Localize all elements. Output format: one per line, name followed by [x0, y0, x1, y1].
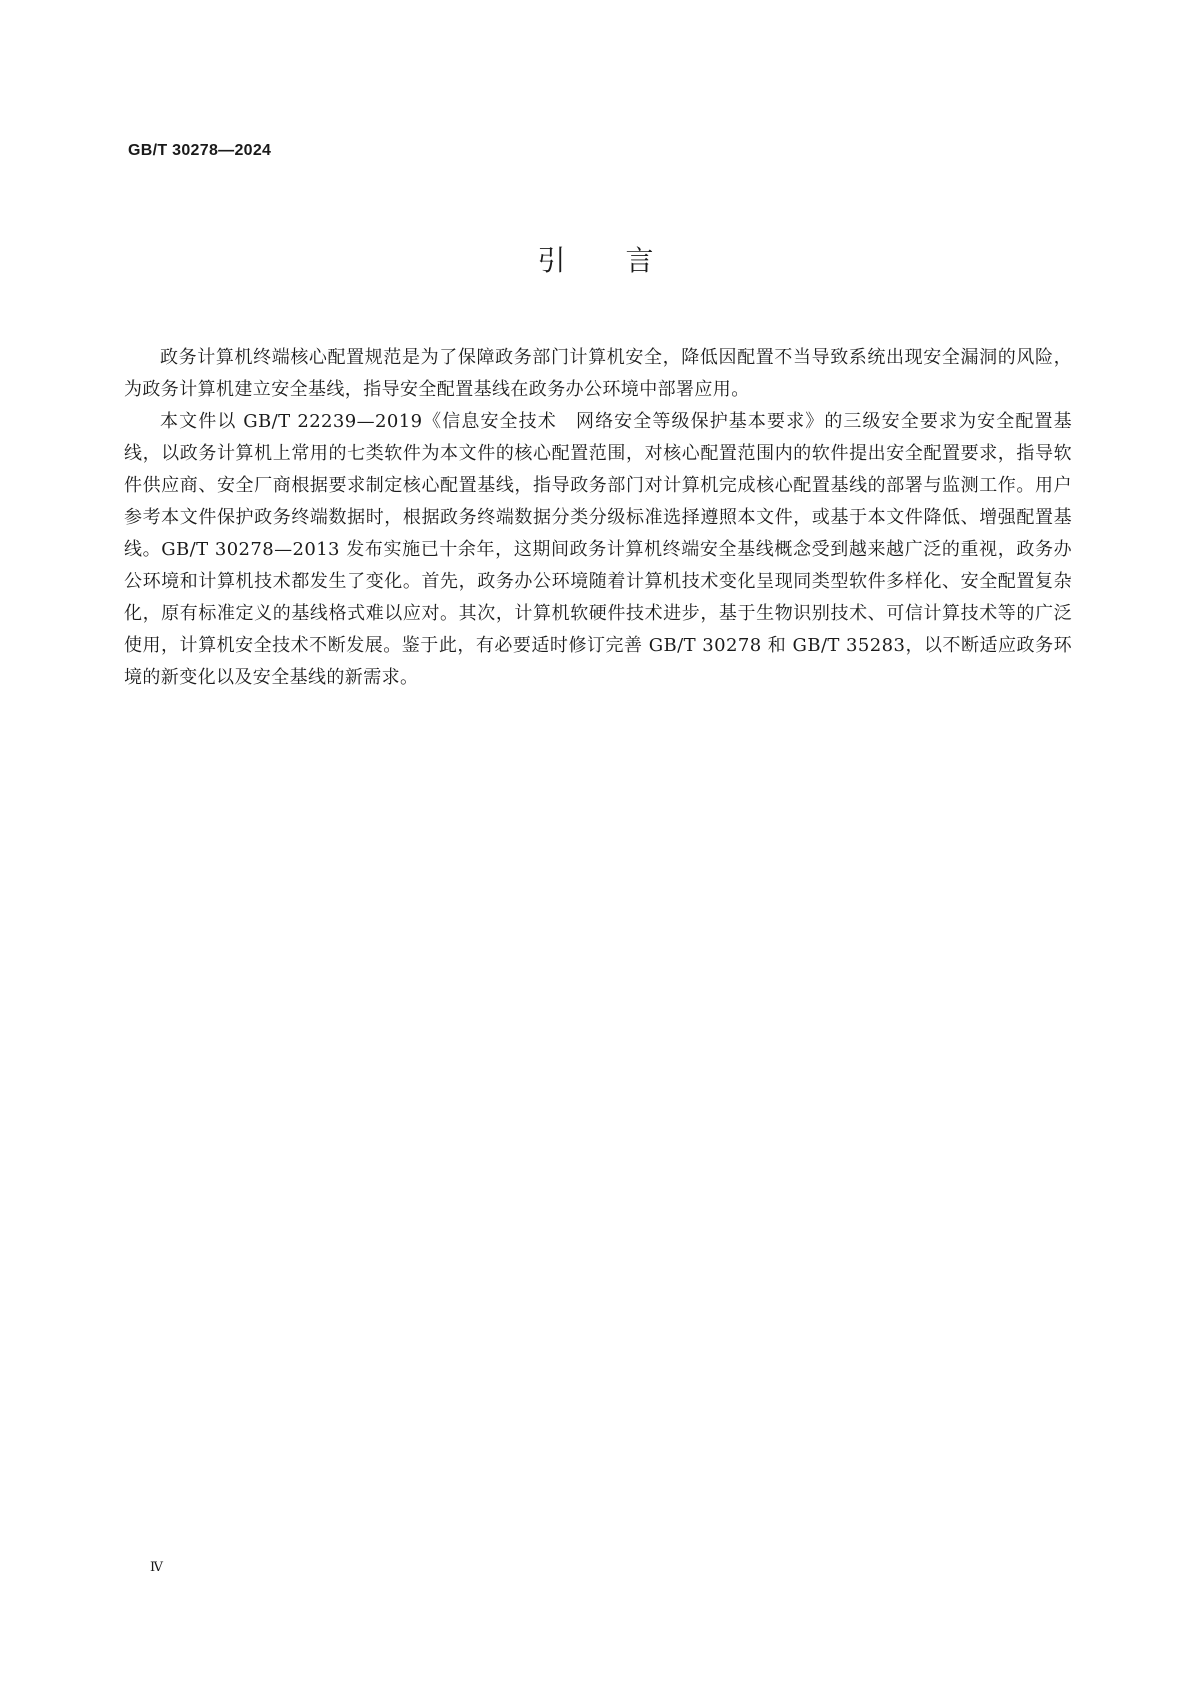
paragraph: 本文件以 GB/T 22239—2019《信息安全技术 网络安全等级保护基本要求》的三级安全要求为安全配置基线，以政务计算机上常用的七类软件为本文件的核心配置范围，对核心配置范围内的软件提出安全配置要求，指导软件供应商、安全厂商根据要求制定核心配置基线，指导政务部门对计算机完成核心配置基线的部署与监测工作。用户参考本文件保护政务终端数据时，根据政务终端数据分类分级标准选择遵照本文件，或基于本文件降低、增强配置基线。GB/T 30278—2013 发布实施已十余年，这期间政务计算机终端安全基线概念受到越来越广泛的重视，政务办公环境和计算机技术都发生了变化。首先，政务办公环境随着计算机技术变化呈现同类型软件多样化、安全配置复杂化，原有标准定义的基线格式难以应对。其次，计算机软硬件技术进步，基于生物识别技术、可信计算技术等的广泛使用，计算机安全技术不断发展。鉴于此，有必要适时修订完善 GB/T 30278 和 GB/T 35283，以不断适应政务环境的新变化以及安全基线的新需求。: [124, 411, 1072, 688]
section-title: 引言: [537, 244, 714, 277]
page-number: Ⅳ: [150, 1560, 163, 1575]
body-text: [124, 342, 1072, 694]
document-code: GB/T 30278—2024: [128, 142, 272, 159]
paragraph: 政务计算机终端核心配置规范是为了保障政务部门计算机安全，降低因配置不当导致系统出现安全漏洞的风险，为政务计算机建立安全基线，指导安全配置基线在政务办公环境中部署应用。: [124, 347, 1072, 400]
